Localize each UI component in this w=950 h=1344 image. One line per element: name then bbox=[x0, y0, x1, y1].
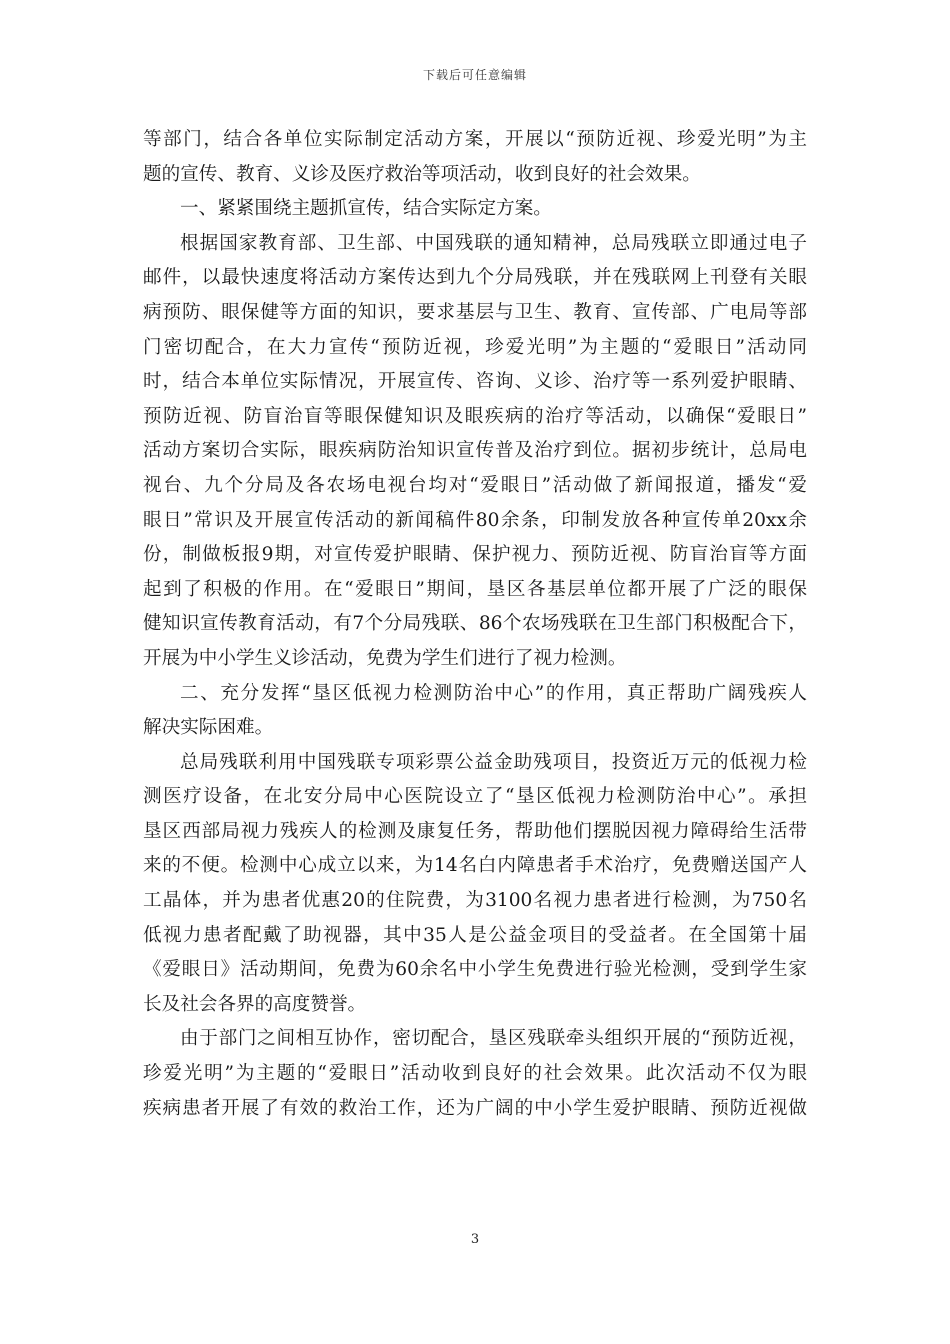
text-line: 根据国家教育部、卫生部、中国残联的通知精神，总局残联立即通过电子 bbox=[180, 232, 807, 254]
text-line: 长及社会各界的高度赞誉。 bbox=[143, 993, 367, 1015]
text-line: 健知识宣传教育活动，有7个分局残联、86个农场残联在卫生部门积极配合下， bbox=[143, 613, 807, 635]
text-line: 开展为中小学生义诊活动，免费为学生们进行了视力检测。 bbox=[143, 647, 627, 669]
section-heading bbox=[143, 680, 807, 749]
text-line: 病预防、眼保健等方面的知识，要求基层与卫生、教育、宣传部、广电局等部 bbox=[143, 301, 807, 323]
section-heading bbox=[143, 195, 807, 230]
paragraph bbox=[143, 1025, 807, 1129]
text-line: 活动方案切合实际，眼疾病防治知识宣传普及治疗到位。据初步统计，总局电 bbox=[143, 440, 807, 462]
text-line: 工晶体，并为患者优惠20的住院费，为3100名视力患者进行检测，为750名 bbox=[143, 890, 807, 912]
text-line: 等部门，结合各单位实际制定活动方案，开展以“预防近视、珍爱光明”为主 bbox=[143, 129, 807, 150]
paragraph bbox=[143, 749, 807, 1026]
page-header bbox=[0, 66, 950, 83]
text-line: 《爱眼日》活动期间，免费为60余名中小学生免费进行验光检测，受到学生家 bbox=[143, 959, 807, 981]
text-line: 低视力患者配戴了助视器，其中35人是公益金项目的受益者。在全国第十届 bbox=[143, 924, 807, 946]
text-line: 由于部门之间相互协作，密切配合，垦区残联牵头组织开展的“预防近视， bbox=[180, 1028, 807, 1050]
page-footer bbox=[0, 1232, 950, 1247]
text-line: 疾病患者开展了有效的救治工作，还为广阔的中小学生爱护眼睛、预防近视做 bbox=[143, 1097, 807, 1119]
text-line: 来的不便。检测中心成立以来，为14名白内障患者手术治疗，免费赠送国产人 bbox=[143, 855, 807, 877]
text-line: 测医疗设备，在北安分局中心医院设立了“垦区低视力检测防治中心”。承担 bbox=[143, 786, 807, 808]
text-line: 起到了积极的作用。在“爱眼日”期间，垦区各基层单位都开展了广泛的眼保 bbox=[143, 578, 807, 600]
text-line: 二、充分发挥“垦区低视力检测防治中心”的作用，真正帮助广阔残疾人 bbox=[180, 682, 807, 704]
text-line: 一、紧紧围绕主题抓宣传，结合实际定方案。 bbox=[180, 198, 552, 220]
text-line: 邮件，以最快速度将活动方案传达到九个分局残联，并在残联网上刊登有关眼 bbox=[143, 267, 807, 289]
text-line: 题的宣传、教育、义诊及医疗救治等项活动，收到良好的社会效果。 bbox=[143, 163, 701, 185]
paragraph bbox=[143, 230, 807, 680]
text-line: 垦区西部局视力残疾人的检测及康复任务，帮助他们摆脱因视力障碍给生活带 bbox=[143, 820, 807, 842]
header-note: 下载后可任意编辑 bbox=[422, 68, 527, 82]
text-line: 珍爱光明”为主题的“爱眼日”活动收到良好的社会效果。此次活动不仅为眼 bbox=[143, 1063, 807, 1085]
text-line: 门密切配合，在大力宣传“预防近视，珍爱光明”为主题的“爱眼日”活动同 bbox=[143, 336, 807, 358]
page-number: 3 bbox=[470, 1232, 480, 1247]
text-line: 视台、九个分局及各农场电视台均对“爱眼日”活动做了新闻报道，播发“爱 bbox=[143, 474, 807, 496]
text-line: 预防近视、防盲治盲等眼保健知识及眼疾病的治疗等活动，以确保“爱眼日” bbox=[143, 405, 807, 427]
paragraph bbox=[143, 126, 807, 195]
text-line: 时，结合本单位实际情况，开展宣传、咨询、义诊、治疗等一系列爱护眼睛、 bbox=[143, 371, 807, 393]
text-line: 眼日”常识及开展宣传活动的新闻稿件80余条，印制发放各种宣传单20xx余 bbox=[143, 509, 807, 531]
text-line: 份，制做板报9期，对宣传爱护眼睛、保护视力、预防近视、防盲治盲等方面 bbox=[143, 544, 807, 566]
text-line: 解决实际困难。 bbox=[143, 717, 274, 739]
document-body bbox=[143, 126, 807, 1129]
text-line: 总局残联利用中国残联专项彩票公益金助残项目，投资近万元的低视力检 bbox=[180, 751, 807, 773]
